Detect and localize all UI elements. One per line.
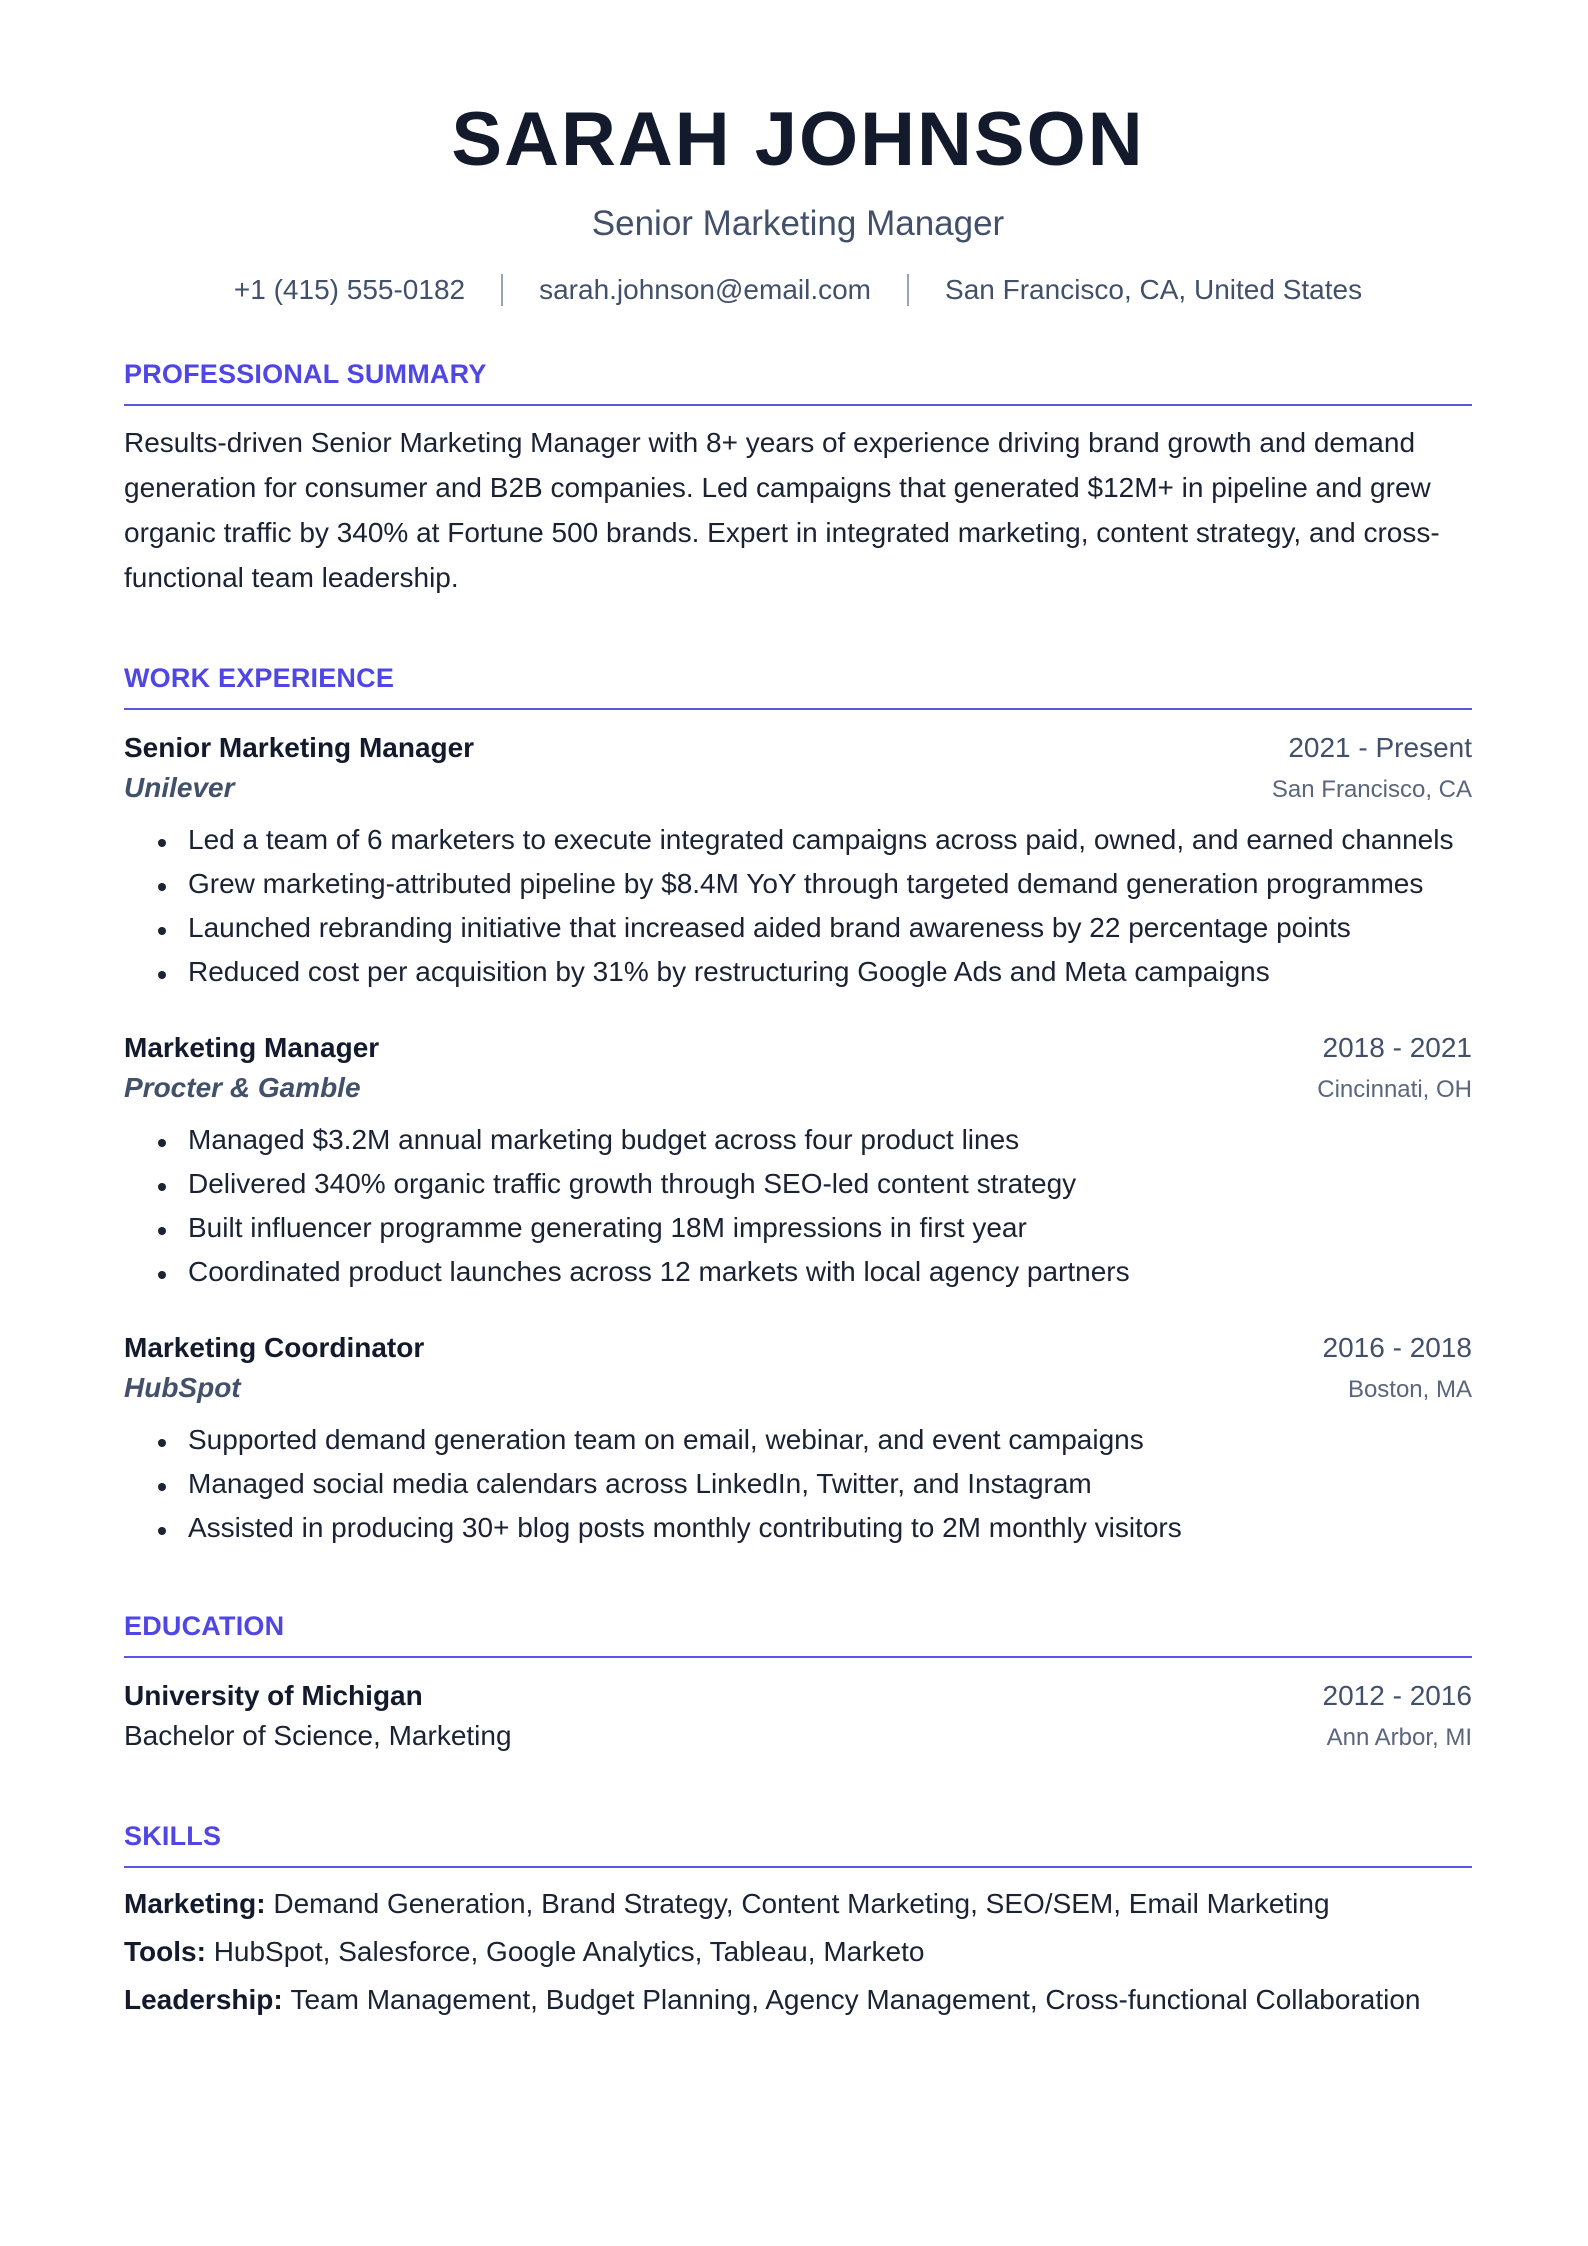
location: San Francisco, CA, United States [945, 274, 1363, 305]
summary-text: Results-driven Senior Marketing Manager with 8+ years of experience driving brand growth and demand generation for consumer and B2B companies. Led campaigns that generated $12M+ in pipeline and grew organic traffic by 340% at Fortune 500 brands. Expert in integrated marketing, content strategy, and cross-functional team leadership. [124, 427, 1440, 593]
job-title: Senior Marketing Manager [124, 732, 475, 763]
skill-group-items: HubSpot, Salesforce, Google Analytics, Tableau, Marketo [213, 1936, 925, 1967]
job-bullets [124, 820, 1472, 992]
candidate-headline: Senior Marketing Manager [591, 204, 1005, 243]
job-entry [124, 1328, 1472, 1548]
skill-group [124, 1884, 1472, 1924]
bullet-item: Supported demand generation team on email, webinar, and event campaigns [156, 1420, 1472, 1460]
section-heading: WORK EXPERIENCE [124, 660, 1472, 710]
bullet-item: Grew marketing-attributed pipeline by $8.4M YoY through targeted demand generation programmes [156, 864, 1472, 904]
contact-bar [124, 272, 1472, 308]
job-dates: 2021 - Present [1288, 732, 1472, 763]
school-name: University of Michigan [124, 1680, 423, 1711]
experience-section [124, 660, 1472, 1548]
bullet-item: Managed social media calendars across LinkedIn, Twitter, and Instagram [156, 1464, 1472, 1504]
education-entry [124, 1676, 1472, 1758]
skill-group-label: Tools: [124, 1936, 214, 1967]
bullet-item: Led a team of 6 marketers to execute integrated campaigns across paid, owned, and earned channels [156, 820, 1472, 860]
education-dates: 2012 - 2016 [1322, 1680, 1472, 1711]
job-dates: 2016 - 2018 [1322, 1332, 1472, 1363]
skills-section [124, 1818, 1472, 2020]
section-heading: EDUCATION [124, 1608, 1472, 1658]
bullet-item: Assisted in producing 30+ blog posts monthly contributing to 2M monthly visitors [156, 1508, 1472, 1548]
job-bullets [124, 1120, 1472, 1292]
skill-group [124, 1980, 1472, 2020]
skill-group [124, 1932, 1472, 1972]
section-heading: PROFESSIONAL SUMMARY [124, 356, 1472, 406]
bullet-item: Built influencer programme generating 18M impressions in first year [156, 1208, 1472, 1248]
skill-group-items: Demand Generation, Brand Strategy, Content Marketing, SEO/SEM, Email Marketing [273, 1888, 1330, 1919]
job-dates: 2018 - 2021 [1322, 1032, 1472, 1063]
bullet-item: Reduced cost per acquisition by 31% by restructuring Google Ads and Meta campaigns [156, 952, 1472, 992]
bullet-item: Coordinated product launches across 12 markets with local agency partners [156, 1252, 1472, 1292]
job-location: San Francisco, CA [1271, 776, 1472, 803]
phone-number: +1 (415) 555-0182 [233, 274, 466, 305]
job-title: Marketing Manager [124, 1032, 380, 1063]
job-location: Cincinnati, OH [1317, 1076, 1472, 1103]
education-location: Ann Arbor, MI [1326, 1724, 1472, 1751]
bullet-item: Managed $3.2M annual marketing budget across four product lines [156, 1120, 1472, 1160]
company-name: Procter & Gamble [124, 1072, 361, 1103]
contact-divider [501, 274, 503, 306]
job-entry [124, 728, 1472, 992]
company-name: Unilever [124, 772, 235, 803]
skill-group-items: Team Management, Budget Planning, Agency Management, Cross-functional Collaboration [290, 1984, 1421, 2015]
bullet-item: Delivered 340% organic traffic growth through SEO-led content strategy [156, 1164, 1472, 1204]
contact-divider [907, 274, 909, 306]
education-section [124, 1608, 1472, 1758]
email-address: sarah.johnson@email.com [539, 274, 872, 305]
summary-section [124, 356, 1472, 600]
company-name: HubSpot [124, 1372, 241, 1403]
candidate-name: SARAH JOHNSON [451, 97, 1145, 182]
skill-group-label: Marketing: [124, 1888, 274, 1919]
degree: Bachelor of Science, Marketing [124, 1720, 512, 1751]
job-entry [124, 1028, 1472, 1292]
skills-list [124, 1884, 1472, 2020]
job-title: Marketing Coordinator [124, 1332, 425, 1363]
job-location: Boston, MA [1347, 1376, 1472, 1403]
job-bullets [124, 1420, 1472, 1548]
section-heading: SKILLS [124, 1818, 1472, 1868]
skill-group-label: Leadership: [124, 1984, 291, 2015]
bullet-item: Launched rebranding initiative that increased aided brand awareness by 22 percentage points [156, 908, 1472, 948]
